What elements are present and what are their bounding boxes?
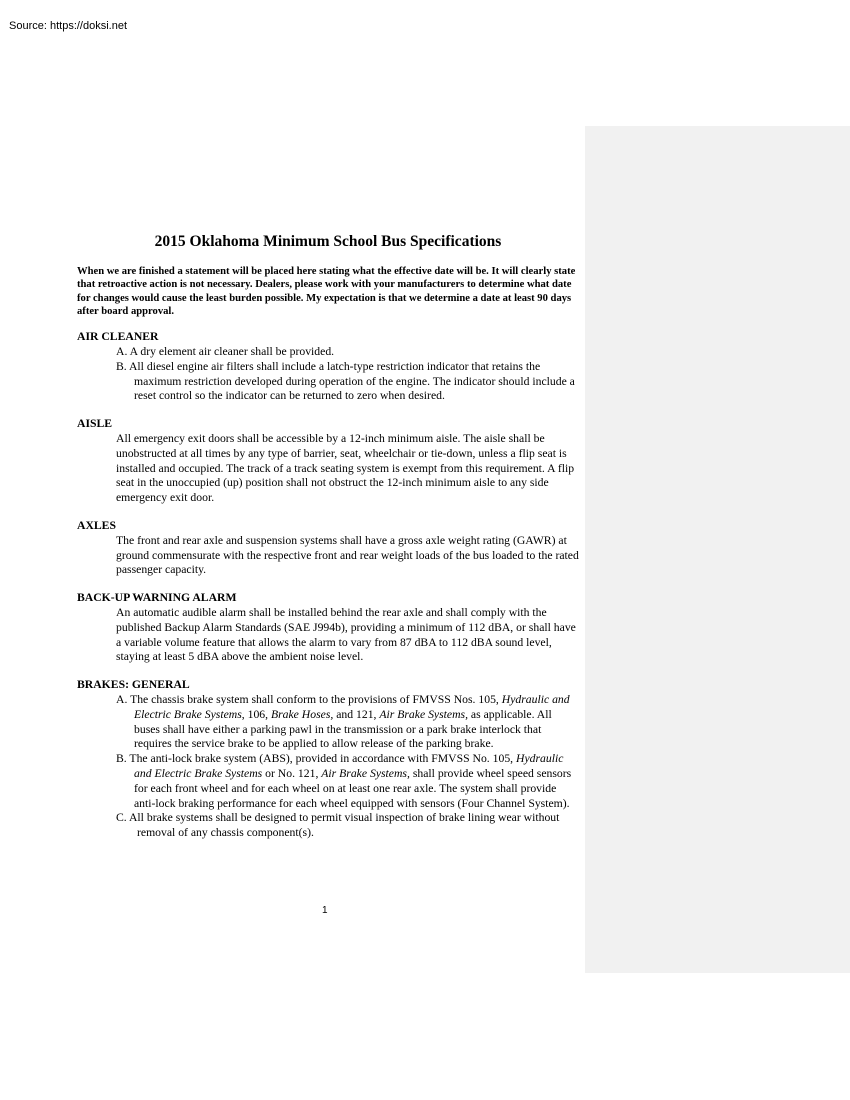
brakes-item-c: C. All brake systems shall be designed to permit visual inspection of brake lining wear without removal of any chassis component(s).: [116, 811, 560, 840]
section-backup-alarm: [77, 591, 579, 665]
brakes-a-text-1: A. The chassis brake system shall conform to the provisions of FMVSS Nos. 105,: [116, 692, 502, 706]
section-heading-aisle: AISLE: [77, 417, 113, 431]
page-number: 1: [322, 905, 328, 916]
brakes-b-text-3: shall provide wheel speed sensors for each front wheel and for each wheel on at least one rear axle. The system shall provide anti-lock braking performance for each wheel equipped with sensors (Four Channel System).: [134, 766, 572, 810]
air-cleaner-item-b: B. All diesel engine air filters shall include a latch-type restriction indicator that retains the maximum restriction developed during operation of the engine. The indicator should include a reset control so the indicator can be returned to zero when desired.: [116, 359, 575, 403]
section-heading-axles: AXLES: [77, 518, 116, 532]
brakes-b-italic-2: Air Brake Systems,: [321, 766, 410, 780]
section-brakes: [77, 678, 579, 841]
document-title: 2015 Oklahoma Minimum School Bus Specifications: [154, 233, 502, 250]
section-aisle: [77, 417, 579, 506]
brakes-item-b: [77, 752, 579, 811]
comment-pane: [585, 126, 850, 973]
aisle-text: All emergency exit doors shall be accessible by a 12-inch minimum aisle. The aisle shall be unobstructed at all times by any type of barrier, seat, wheelchair or tie-down, unless a flip seat is installed and occupied. The track of a track seating system is exempt from this requirement. A flip seat in the unoccupied (up) position shall not obstruct the 12-inch minimum aisle to any side emergency exit door.: [116, 431, 575, 505]
backup-alarm-text: An automatic audible alarm shall be installed behind the rear axle and shall comply with the published Backup Alarm Standards (SAE J994b), providing a minimum of 112 dBA, or shall have a variable volume feature that allows the alarm to vary from 87 dBA to 112 dBA sound level, staying at least 5 dBA above the ambient noise level.: [116, 605, 576, 664]
brakes-item-a: [77, 693, 579, 752]
brakes-a-text-3: and 121,: [333, 707, 380, 721]
axles-text: The front and rear axle and suspension systems shall have a gross axle weight rating (GAWR) at ground commensurate with the respective front and rear weight loads of the bus loaded to the rated passenger capacity.: [116, 533, 579, 577]
document-page: [77, 233, 579, 854]
brakes-a-text-4: as applicable. All buses shall have either a parking pawl in the transmission or a park brake interlock that requires the service brake to be applied to allow release of the parking brake.: [134, 707, 552, 751]
section-heading-brakes: BRAKES: GENERAL: [77, 678, 190, 692]
air-cleaner-item-a: A. A dry element air cleaner shall be provided.: [116, 344, 335, 358]
source-url: Source: https://doksi.net: [9, 20, 128, 32]
section-heading-air-cleaner: AIR CLEANER: [77, 330, 159, 344]
intro-paragraph: When we are finished a statement will be placed here stating what the effective date will be. It will clearly state that retroactive action is not necessary. Dealers, please work with your manufacturers to determine what date for changes would cause the least burden possible. My expectation is that we determine a date at least 90 days after board approval.: [77, 266, 576, 317]
brakes-b-text-1: B. The anti-lock brake system (ABS), provided in accordance with FMVSS No. 105,: [116, 752, 517, 766]
brakes-a-text-2: , 106,: [241, 707, 271, 721]
brakes-a-italic-1: Hydraulic and Electric Brake Systems: [134, 692, 570, 721]
brakes-a-italic-2: Brake Hoses,: [270, 707, 334, 721]
brakes-a-italic-3: Air Brake Systems,: [379, 707, 468, 721]
brakes-b-italic-1: Hydraulic and Electric Brake Systems: [134, 752, 564, 780]
section-axles: [77, 519, 579, 578]
section-air-cleaner: [77, 330, 579, 404]
brakes-b-text-2: or No. 121,: [262, 766, 322, 780]
section-heading-backup-alarm: BACK-UP WARNING ALARM: [77, 591, 237, 605]
